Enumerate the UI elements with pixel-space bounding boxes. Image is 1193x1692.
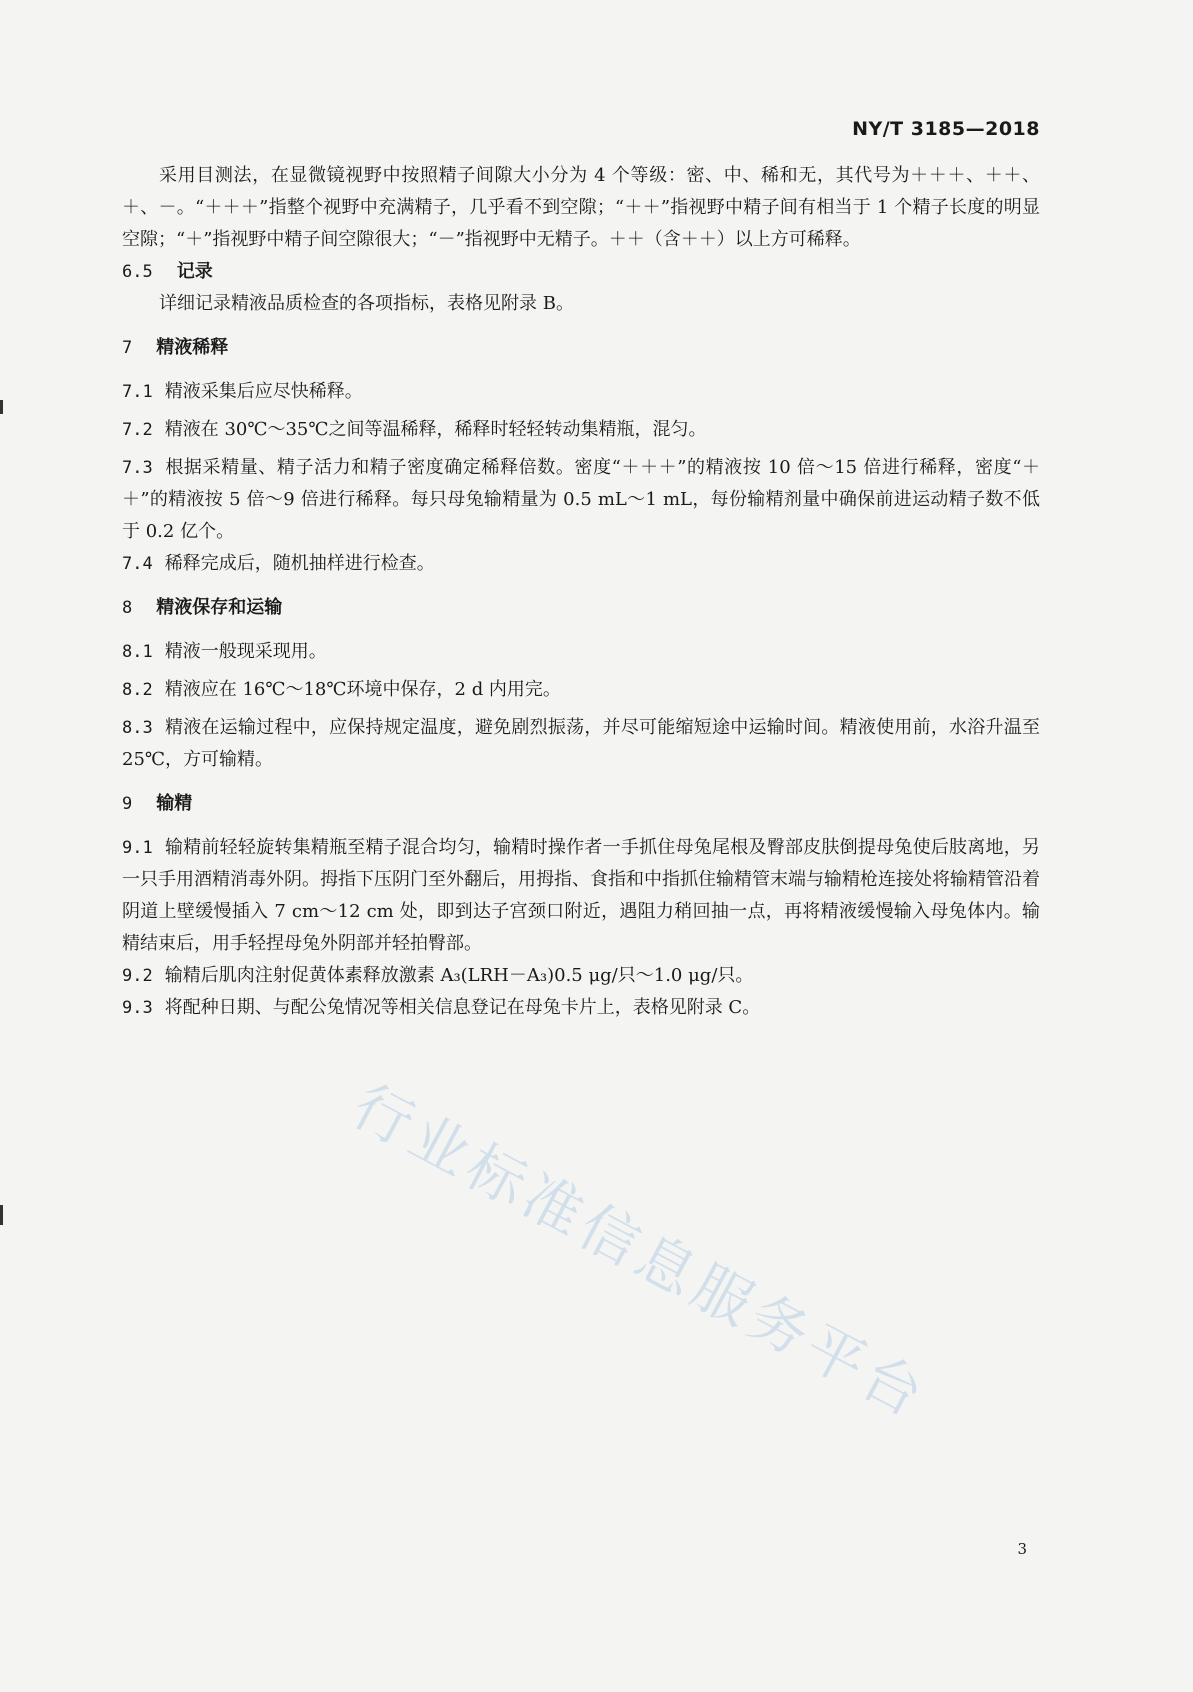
clause-number: 6.5 [122,262,153,282]
clause-6-5-heading [122,256,1040,288]
clause-9-2 [122,960,1040,992]
clause-8-2 [122,674,1040,706]
watermark: 行业标准信息服务平台 [341,1071,939,1432]
standard-number: NY/T 3185—2018 [852,118,1040,140]
intro-paragraph: 采用目测法，在显微镜视野中按照精子间隙大小分为 4 个等级：密、中、稀和无，其代号为＋＋＋、＋＋、＋、－。“＋＋＋”指整个视野中充满精子，几乎看不到空隙；“＋＋”指视野中精子间有相当于 1 个精子长度的明显空隙；“＋”指视野中精子间空隙很大；“－”指视野中无精子。＋＋（含＋＋）以上方可稀释。 [122,165,1040,250]
clause-text: 将配种日期、与配公兔情况等相关信息登记在母兔卡片上，表格见附录 C。 [164,997,761,1018]
clause-7-2 [122,414,1040,446]
clause-9-3 [122,992,1040,1024]
clause-number: 8.2 [122,680,153,700]
clause-7-1 [122,376,1040,408]
clause-number: 8.3 [122,718,153,738]
clause-text: 输精前轻轻旋转集精瓶至精子混合均匀，输精时操作者一手抓住母兔尾根及臀部皮肤倒提母兔使后肢离地，另一只手用酒精消毒外阴。拇指下压阴门至外翻后，用拇指、食指和中指抓住输精管末端与输精枪连接处将输精管沿着阴道上壁缓慢插入 7 cm～12 cm 处，即到达子宫颈口附近，遇阻力稍回抽一点，再将精液缓慢输入母兔体内。输精结束后，用手轻捏母兔外阴部并轻拍臀部。 [122,837,1040,954]
clause-text: 精液采集后应尽快稀释。 [164,381,363,402]
section-8-heading [122,592,1040,624]
clause-text: 精液应在 16℃～18℃环境中保存，2 d 内用完。 [164,679,561,700]
clause-text: 稀释完成后，随机抽样进行检查。 [164,553,435,574]
scan-edge-mark [0,400,3,414]
clause-8-3 [122,712,1040,776]
clause-number: 8.1 [122,642,153,662]
scan-edge-mark [0,1205,3,1225]
clause-title: 记录 [176,261,213,282]
clause-number: 9.1 [122,838,153,858]
clause-9-1 [122,832,1040,960]
section-number: 9 [122,794,133,814]
section-number: 7 [122,338,133,358]
section-title: 输精 [156,793,193,814]
section-title: 精液稀释 [156,337,229,358]
page-number: 3 [1017,1540,1027,1558]
section-number: 8 [122,598,133,618]
clause-text: 输精后肌肉注射促黄体素释放激素 A₃(LRH－A₃)0.5 μg/只～1.0 μg/只。 [164,965,754,986]
clause-number: 9.3 [122,998,153,1018]
section-9-heading [122,788,1040,820]
clause-number: 7.1 [122,382,153,402]
clause-number: 7.2 [122,420,153,440]
clause-8-1 [122,636,1040,668]
clause-text: 精液在 30℃～35℃之间等温稀释，稀释时轻轻转动集精瓶，混匀。 [164,419,707,440]
clause-number: 9.2 [122,966,153,986]
clause-number: 7.3 [122,458,153,478]
section-7-heading [122,332,1040,364]
section-title: 精液保存和运输 [156,597,283,618]
clause-text: 根据采精量、精子活力和精子密度确定稀释倍数。密度“＋＋＋”的精液按 10 倍～15 倍进行稀释，密度“＋＋”的精液按 5 倍～9 倍进行稀释。每只母兔输精量为 0.5 mL～1 mL，每份输精剂量中确保前进运动精子数不低于 0.2 亿个。 [122,457,1040,542]
clause-number: 7.4 [122,554,153,574]
body-text [122,160,1040,1024]
clause-text: 精液在运输过程中，应保持规定温度，避免剧烈振荡，并尽可能缩短途中运输时间。精液使用前，水浴升温至 25℃，方可输精。 [122,717,1040,770]
clause-7-3 [122,452,1040,548]
clause-text: 精液一般现采现用。 [164,641,327,662]
clause-6-5-text: 详细记录精液品质检查的各项指标，表格见附录 B。 [159,293,574,314]
clause-7-4 [122,548,1040,580]
